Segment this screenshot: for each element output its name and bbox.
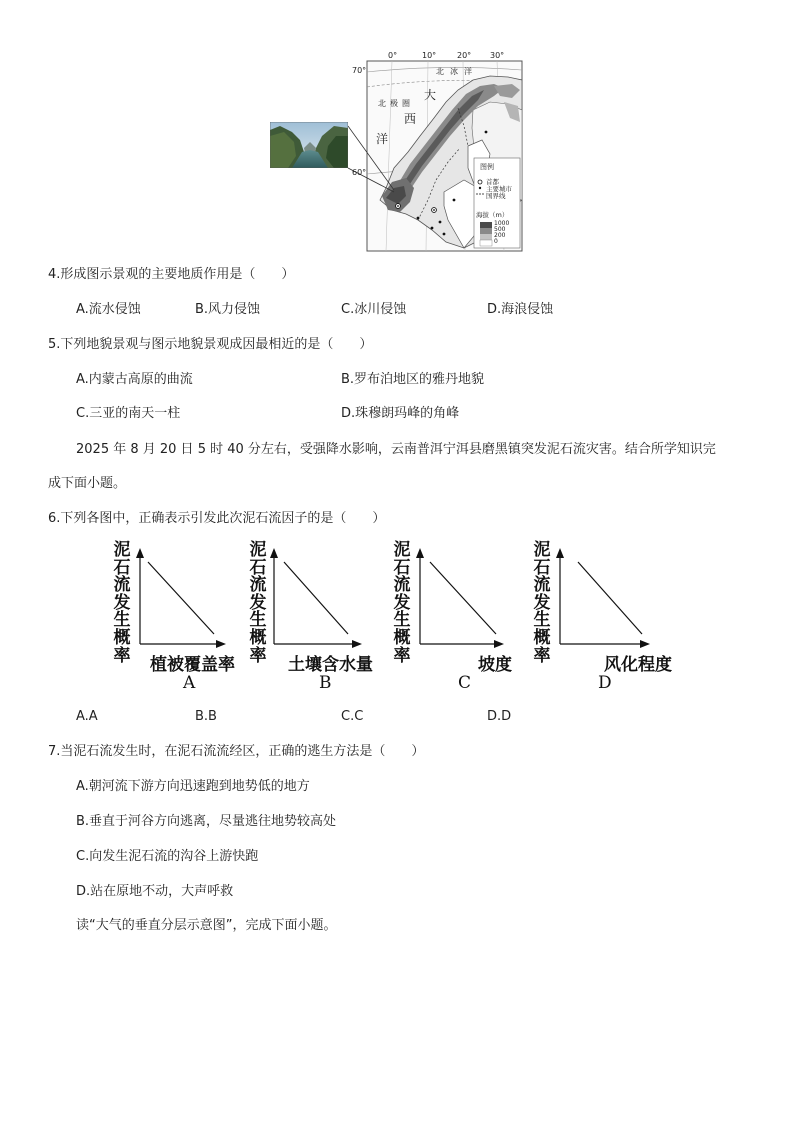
question-7-option: B.垂直于河谷方向逃离，尽量逃往地势较高处 [76,814,337,829]
sea-label-char: 极 [390,99,398,108]
trend-line [430,562,496,634]
graph-d [530,540,690,700]
graph-x-label: 风化程度 [604,655,672,675]
map-figure [268,50,528,254]
graph-x-label: 土壤含水量 [288,655,373,675]
graph-b [244,540,394,700]
question-7-option: D.站在原地不动，大声呼救 [76,884,234,899]
question-7-option: C.向发生泥石流的沟谷上游快跑 [76,849,259,864]
graph-x-label: 植被覆盖率 [150,655,235,675]
question-5-option: A.内蒙古高原的曲流 [76,372,193,387]
sea-label-char: 冰 [450,67,458,76]
legend-title: 图例 [480,163,494,171]
question-5-option: B.罗布泊地区的雅丹地貌 [341,372,485,387]
question-5-stem: 5.下列地貌景观与图示地貌景观成因最相近的是（ ） [48,337,373,352]
question-4-option: D.海浪侵蚀 [487,302,554,317]
question-6-option: D.D [487,709,512,724]
question-6-stem: 6.下列各图中，正确表示引发此次泥石流因子的是（ ） [48,511,386,526]
graph-letter: C [458,673,472,693]
graph-c [390,540,530,700]
legend-elevation-level: 1000 [494,220,510,227]
legend-city: 主要城市 [486,185,512,193]
graph-y-label: 泥 石 流 发 生 概 率 [249,540,267,666]
question-6-option: C.C [341,709,364,724]
question-4-option: C.冰川侵蚀 [341,302,407,317]
legend-capital: 首都 [486,178,499,186]
question-5-option: C.三亚的南天一柱 [76,406,181,421]
legend-elevation-level: 500 [494,226,506,233]
lat-label: 60° [352,168,367,177]
graph-y-label: 泥 石 流 发 生 概 率 [113,540,131,666]
lon-label: 30° [490,51,505,60]
legend-elevation-title: 海拔（m） [476,211,509,219]
sea-label-char: 洋 [464,67,472,76]
graph-a [108,540,248,700]
question-6-option: A.A [76,709,98,724]
graph-y-label: 泥 石 流 发 生 概 率 [533,540,551,666]
lon-label: 20° [457,51,472,60]
question-4-option: A.流水侵蚀 [76,302,141,317]
legend-elevation-level: 0 [494,238,498,245]
question-4-stem: 4.形成图示景观的主要地质作用是（ ） [48,267,295,282]
sea-label-char: 大 [424,88,437,102]
fjord-photo [270,122,348,168]
sea-label-char: 北 [378,99,386,108]
graph-letter: D [598,673,612,693]
trend-line [148,562,214,634]
closing-instruction: 读“大气的垂直分层示意图”，完成下面小题。 [76,918,337,933]
graph-y-label: 泥 石 流 发 生 概 率 [393,540,411,666]
graph-letter: B [319,673,332,693]
question-7-stem: 7.当泥石流发生时，在泥石流流经区，正确的逃生方法是（ ） [48,744,425,759]
question-7-option: A.朝河流下游方向迅速跑到地势低的地方 [76,779,310,794]
passage-line: 2025 年 8 月 20 日 5 时 40 分左右，受强降水影响，云南普洱宁洱县磨黑镇突发泥石流灾害。结合所学知识完 [76,442,716,457]
sea-label-char: 洋 [376,132,389,146]
graph-x-label: 坡度 [478,655,512,675]
sea-label-char: 北 [436,67,444,76]
trend-line [284,562,348,634]
question-6-option: B.B [195,709,217,724]
legend-border: 国界线 [486,192,506,200]
passage-line: 成下面小题。 [48,476,127,491]
graph-letter: A [183,673,196,693]
legend-elevation-level: 200 [494,232,506,239]
question-4-option: B.风力侵蚀 [195,302,261,317]
lon-label: 0° [388,51,398,60]
sea-label-char: 西 [404,112,417,126]
sea-label-char: 圈 [402,99,410,108]
trend-line [578,562,642,634]
question-5-option: D.珠穆朗玛峰的角峰 [341,406,460,421]
lat-label: 70° [352,66,367,75]
lon-label: 10° [422,51,437,60]
